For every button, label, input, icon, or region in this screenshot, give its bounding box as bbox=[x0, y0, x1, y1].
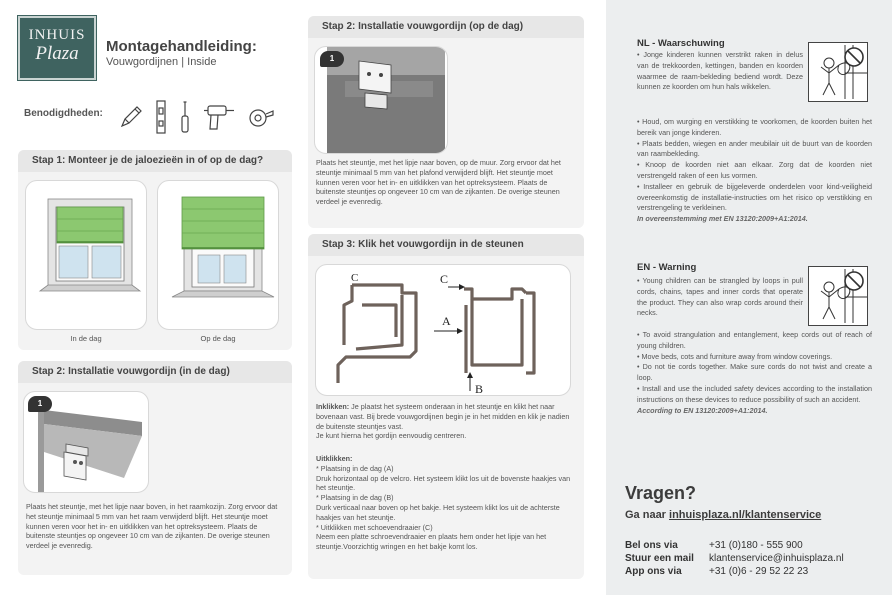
step2-inside-badge: 1 bbox=[28, 396, 52, 412]
warning-nl-item: • Houd, om wurging en verstikking te voorkomen, de koorden buiten het bereik van jonge kinderen. bbox=[637, 117, 872, 137]
support-link[interactable]: inhuisplaza.nl/klantenservice bbox=[669, 509, 822, 521]
page-subtitle: Vouwgordijnen | Inside bbox=[106, 56, 217, 68]
step3-label-a: A bbox=[442, 314, 451, 328]
step1-caption-inside: In de dag bbox=[70, 334, 102, 343]
contact-label: App ons via bbox=[625, 566, 682, 577]
step2-inside-title: Stap 2: Installatie vouwgordijn (in de dag) bbox=[18, 361, 292, 383]
brand-logo bbox=[18, 16, 96, 80]
spirit-level-icon bbox=[154, 100, 168, 134]
warning-nl-reference: In overeenstemming met EN 13120:2009+A1:2014. bbox=[637, 214, 808, 224]
step2-outside-badge: 1 bbox=[320, 51, 344, 67]
step1-panel bbox=[18, 150, 292, 350]
warning-en-item: • Move beds, cots and furniture away from window coverings. bbox=[637, 351, 833, 361]
step3-title: Stap 3: Klik het vouwgordijn in de steunen bbox=[308, 234, 584, 256]
warning-en-item: • To avoid strangulation and entanglement, keep cords out of reach of young children. bbox=[637, 330, 872, 350]
contact-app[interactable]: +31 (0)6 - 29 52 22 23 bbox=[709, 566, 809, 577]
warning-en-reference: According to EN 13120:2009+A1:2014. bbox=[637, 405, 768, 415]
uitklikken-line: * Uitklikken met schoevendraaier (C) bbox=[316, 522, 433, 532]
window-outside-mount-illustration bbox=[158, 181, 279, 330]
inklikken-text-2: Je kunt hierna het gordijn eenvoudig centreren. bbox=[316, 431, 467, 441]
warning-nl-item: • Plaats bedden, wiegen en ander meubilair uit de buurt van de koorden van raambekleding. bbox=[637, 138, 872, 159]
logo-line-1: INHUIS bbox=[28, 27, 86, 43]
step3-inklikken bbox=[316, 402, 578, 441]
contact-row bbox=[625, 540, 803, 551]
child-cord-warning-icon bbox=[808, 42, 868, 102]
child-cord-warning-icon bbox=[808, 266, 868, 326]
uitklikken-line: Druk horizontaal op de velcro. Het systeem klikt los uit de bovenste haakjes van het steuntje. bbox=[316, 473, 571, 493]
warning-en-list bbox=[637, 330, 872, 416]
tools-label: Benodigdheden: bbox=[24, 108, 103, 119]
step2-outside-text: Plaats het steuntje, met het lipje naar boven, op de muur. Zorg ervoor dat het steuntje minimaal 5 mm van het plafond verwijderd blijft. Het steuntje moet kunnen veren voor het in- en uitklikken van het optreksysteem. Plaats de buitenste steuntjes op ongeveer 10 cm van de zijkanten. De overige steunen verdeel je evenredig. bbox=[316, 158, 561, 207]
warning-en-item: • Install and use the included safety devices according to the installation instructions on these devices to reduce possibility of such an accident. bbox=[637, 383, 872, 404]
screwdriver-icon bbox=[178, 100, 192, 134]
tape-measure-icon bbox=[246, 105, 274, 129]
contact-row bbox=[625, 553, 844, 564]
uitklikken-label: Uitklikken: bbox=[316, 454, 353, 463]
svg-text:C: C bbox=[351, 272, 359, 284]
step1-caption-outside: Op de dag bbox=[200, 334, 236, 343]
pencil-icon bbox=[118, 104, 144, 130]
tools-list bbox=[118, 100, 274, 134]
contact-row bbox=[625, 566, 808, 577]
warning-en-title: EN - Warning bbox=[637, 262, 697, 273]
step3-panel bbox=[308, 234, 584, 579]
step2-inside-text: Plaats het steuntje, met het lipje naar boven, in het raamkozijn. Zorg ervoor dat het steuntje minimaal 5 mm van het raam verwijderd blijft. Het steuntje moet kunnen veren voor het in- en uitklikken van het optreksysteem. Plaats de buitenste steuntjes op ongeveer 10 cm van de zijkanten. De overige steunen verdeel je evenredig. bbox=[26, 502, 278, 551]
drill-icon bbox=[202, 102, 236, 132]
warning-nl-list bbox=[637, 117, 872, 225]
step3-label-c: C bbox=[440, 272, 449, 286]
contact-phone[interactable]: +31 (0)180 - 555 900 bbox=[709, 540, 803, 551]
support-link-prefix: Ga naar bbox=[625, 509, 670, 521]
uitklikken-line: * Plaatsing in de dag (A) bbox=[316, 463, 394, 473]
step1-outside-card bbox=[157, 180, 279, 330]
contact-label: Bel ons via bbox=[625, 540, 678, 551]
contact-label: Stuur een mail bbox=[625, 553, 694, 564]
window-inside-mount-illustration bbox=[26, 181, 147, 330]
step3-label-b: B bbox=[475, 382, 484, 396]
click-in-profile-illustration bbox=[316, 265, 571, 396]
step2-inside-panel bbox=[18, 361, 292, 575]
warning-nl-item: • Installeer en gebruik de bijgeleverde onderdelen voor kind-veiligheid overeenkomstig de installatie-instructies om het risico op verstikking en verstrengeling te verkleinen. bbox=[637, 181, 872, 213]
page-title: Montagehandleiding: bbox=[106, 38, 257, 55]
uitklikken-line: Durk verticaal naar boven op het bakje. Het systeem klikt los uit de achterste haakjes van het steuntje. bbox=[316, 502, 560, 522]
inklikken-label: Inklikken: bbox=[316, 402, 350, 411]
step2-outside-title: Stap 2: Installatie vouwgordijn (op de dag) bbox=[308, 16, 584, 38]
step2-outside-panel bbox=[308, 16, 584, 228]
right-sidebar bbox=[606, 0, 892, 595]
inklikken-text: Je plaatst het systeem onderaan in het steuntje en klikt het naar bovenaan vast. Bij brede vouwgordijnen begin je in het midden en klik je nadien de buitenste steuntjes vast. bbox=[316, 402, 570, 431]
warning-nl-item: • Knoop de koorden niet aan elkaar. Zorg dat de koorden niet verstrengeld raken of een lus vormen. bbox=[637, 160, 872, 180]
uitklikken-line: * Plaatsing in de dag (B) bbox=[316, 493, 394, 503]
logo-line-2: Plaza bbox=[35, 43, 79, 64]
warning-en-item: • Do not tie cords together. Make sure cords do not twist and create a loop. bbox=[637, 362, 872, 383]
support-link-line bbox=[625, 509, 821, 521]
step1-inside-card bbox=[25, 180, 147, 330]
contact-email[interactable]: klantenservice@inhuisplaza.nl bbox=[709, 553, 844, 564]
warning-nl-item: • Jonge kinderen kunnen verstrikt raken in delus van de trekkoorden, kettingen, banden en koorden waarmee de raam-bekleding bediend wordt. Deze kunnen ze koorden om hun hals wikkelen. bbox=[637, 50, 803, 92]
questions-title: Vragen? bbox=[625, 483, 697, 503]
uitklikken-line: Neem een platte schroevendraaier en plaats hem onder het lipje van het steuntje.Voorzichtig wringen en het bakje komt los. bbox=[316, 532, 547, 552]
warning-nl-title: NL - Waarschuwing bbox=[637, 38, 725, 49]
step3-card bbox=[315, 264, 571, 396]
step3-uitklikken bbox=[316, 454, 578, 552]
step1-title: Stap 1: Monteer je de jaloezieën in of op de dag? bbox=[18, 150, 292, 172]
warning-en-item: • Young children can be strangled by loops in pull cords, chains, tapes and inner cords that operate the product. They can also wrap cords around their necks. bbox=[637, 276, 803, 318]
